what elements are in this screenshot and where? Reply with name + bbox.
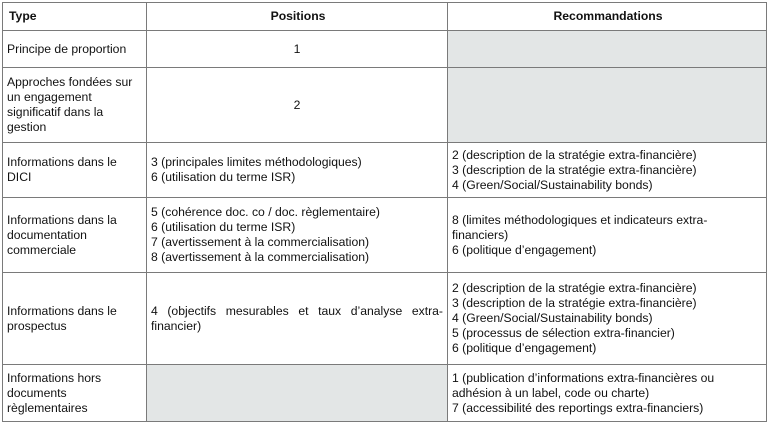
recommandation-item: 6 (politique d’engagement): [452, 341, 597, 355]
position-item: 7 (avertissement à la commercialisation): [151, 235, 370, 249]
positions-cell: [147, 68, 448, 143]
type-label: Principe de proportion: [7, 41, 127, 56]
type-label: Informations dans la documentation commerciale: [7, 212, 117, 257]
type-cell: [3, 68, 147, 143]
positions-recommandations-table: [2, 2, 767, 422]
position-item: 6 (utilisation du terme ISR): [151, 220, 296, 234]
table-row-approches-engagement: [3, 68, 767, 143]
recommandation-item: 3 (description de la stratégie extra-financière): [452, 162, 697, 177]
table-row-hors-documents-reglementaires: [3, 365, 767, 422]
recommandations-cell: [448, 143, 767, 198]
positions-recommandations-table-container: [2, 2, 767, 422]
position-item: 8 (avertissement à la commercialisation): [151, 250, 370, 264]
recommandations-cell: [448, 365, 767, 422]
recommandations-cell-empty: [448, 68, 767, 143]
recommandation-item: 7 (accessibilité des reportings extra-financiers): [452, 400, 704, 415]
recommandation-item: 5 (processus de sélection extra-financier): [452, 326, 675, 340]
type-label: Informations hors documents règlementaires: [7, 370, 102, 415]
recommandation-item: 2 (description de la stratégie extra-financière): [452, 147, 697, 162]
recommandations-cell: [448, 198, 767, 273]
table-row-prospectus: [3, 273, 767, 365]
position-item: 1: [293, 41, 301, 56]
header-recommandations: Recommandations: [448, 3, 767, 31]
position-item: 4 (objectifs mesurables et taux d’analyse extra-financier): [151, 303, 443, 333]
table-row-documentation-commerciale: [3, 198, 767, 273]
recommandation-item: 4 (Green/Social/Sustainability bonds): [452, 177, 653, 192]
recommandations-cell-empty: [448, 31, 767, 68]
position-item: 5 (cohérence doc. co / doc. règlementaire): [151, 205, 380, 219]
recommandation-item: 6 (politique d’engagement): [452, 242, 597, 257]
positions-cell: [147, 31, 448, 68]
recommandation-item: 2 (description de la stratégie extra-financière): [452, 281, 697, 295]
type-cell: [3, 31, 147, 68]
position-item: 6 (utilisation du terme ISR): [151, 170, 296, 184]
header-positions: Positions: [147, 3, 448, 31]
type-label: Informations dans le DICI: [7, 155, 117, 184]
recommandation-item: 4 (Green/Social/Sustainability bonds): [452, 311, 653, 325]
type-cell: [3, 198, 147, 273]
type-cell: [3, 143, 147, 198]
positions-cell: [147, 143, 448, 198]
recommandation-item: 8 (limites méthodologiques et indicateurs extra-financiers): [452, 212, 708, 242]
type-label: Informations dans le prospectus: [7, 303, 117, 333]
positions-cell: [147, 198, 448, 273]
recommandations-cell: [448, 273, 767, 365]
recommandation-item: 3 (description de la stratégie extra-financière): [452, 296, 697, 310]
type-cell: [3, 365, 147, 422]
header-type: Type: [3, 3, 147, 31]
type-label: Approches fondées sur un engagement significatif dans la gestion: [7, 75, 133, 134]
positions-cell-empty: [147, 365, 448, 422]
recommandation-item: 1 (publication d’informations extra-financières ou adhésion à un label, code ou charte): [452, 370, 715, 400]
positions-cell: [147, 273, 448, 365]
header-row: [3, 3, 767, 31]
position-item: 3 (principales limites méthodologiques): [151, 155, 362, 169]
position-item: 2: [293, 97, 301, 112]
type-cell: [3, 273, 147, 365]
table-row-dici: [3, 143, 767, 198]
table-row-principe-de-proportion: [3, 31, 767, 68]
